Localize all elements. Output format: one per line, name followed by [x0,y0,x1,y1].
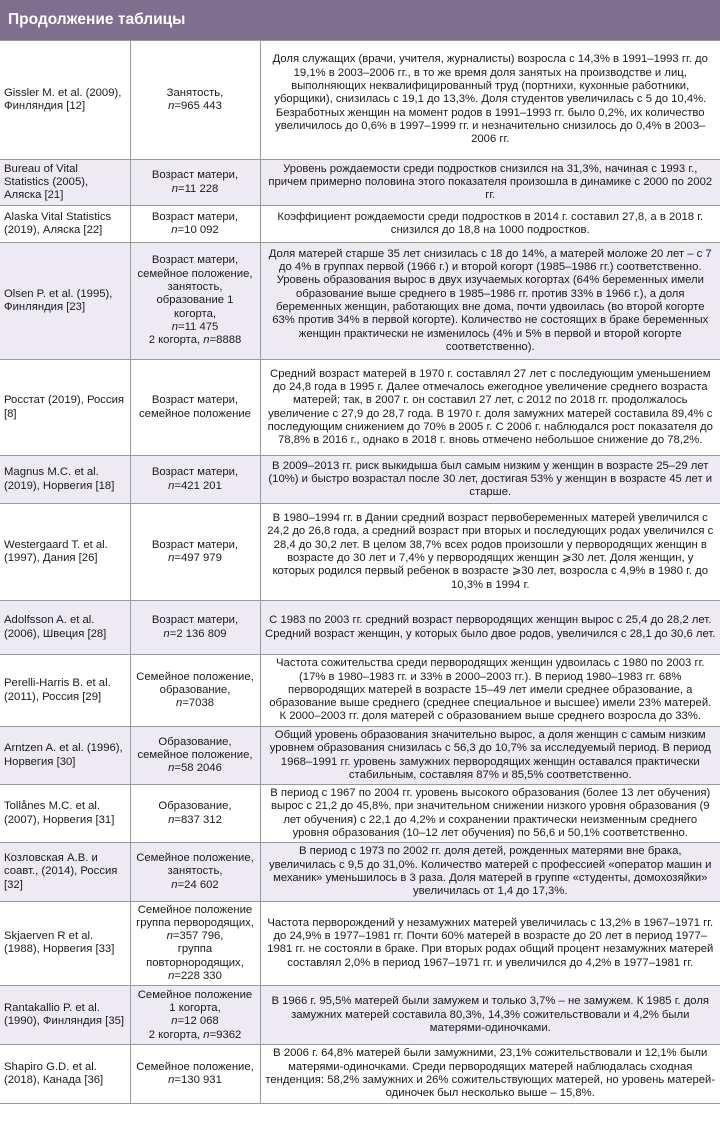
factor-cell [130,1045,260,1103]
factor-text: Возраст матери, [151,466,239,479]
result-cell: В период с 1973 по 2002 гг. доля детей, рожденных матерями вне брака, увеличилась с 9,5 до 31,0%. Количество матерей с профессией «оператор машин и механик» уменьшилось в 3 раза. Доля матерей в группе «студенты, домохозяйки» увеличилась от 1,4 до 17,3%. [260,843,720,901]
factor-text: Возраст матери, [151,210,239,223]
table-row [0,1045,720,1103]
result-cell: Уровень рождаемости среди подростков снизился на 31,3%, начиная с 1993 г., причем примерно половина этого показателя произошла в динамике с 2000 по 2002 гг. [260,160,720,206]
source-cell: Perelli-Harris B. et al. (2011), Россия [29] [0,655,130,727]
table-row [0,504,720,601]
table-row [0,727,720,785]
result-cell: В 2006 г. 64,8% матерей были замужними, 23,1% сожительствовали и 12,1% были матерями-одиночками. Среди первородящих матерей наблюдалась сходная тенденция: 58,2% замужних и 26% сожительствующих матерей, но уровень матерей-одиночек был несколько выше – 15,8%. [260,1045,720,1103]
sample-size: =130 931 [174,1073,222,1086]
result-cell: С 1983 по 2003 гг. средний возраст первородящих женщин вырос с 25,4 до 28,2 лет. Средний возраст женщин, у которых было двое родов, увеличился с 28,1 до 30,6 лет. [260,601,720,655]
result-cell: Общий уровень образования значительно вырос, а доля женщин с самым низким уровнем образования снизилась с 56,3 до 10,7% за исследуемый период. В период 1968–1991 гг. уровень замужних первородящих женщин оставался практически стабильным, составляя 87% и 85,5% соответственно. [260,727,720,785]
sample-n-label: n [163,627,170,640]
table-row [0,456,720,504]
sample-n-label: n [168,100,175,112]
sample-size-2: =9362 [209,1028,242,1041]
sample-n-label: n [203,334,210,347]
table-row [0,360,720,456]
sample-n-label: n [168,552,175,564]
source-cell: Rantakallio P. et al. (1990), Финляндия [35] [0,986,130,1045]
factor-cell [130,504,260,601]
table-row [0,986,720,1045]
sample-n-label: n [175,697,183,710]
table-row [0,843,720,901]
result-cell: В 1980–1994 гг. в Дании средний возраст первобеременных матерей увеличился с 24,2 до 26,8 года, а средний возраст при вторых и последующих родах увеличился с 28,4 до 30,2 лет. В целом 38,7% всех родов произошли у первородящих женщин в возрасте до 30 лет и 7,4% у первородящих женщин ⩾30 лет. Доля женщин, у которых родился первый ребенок в возрасте ⩾30 лет, возросла с 4,9% в 1980 г. до 10,3% в 1994 г. [260,504,720,601]
table-row [0,655,720,727]
sample-n-label: n [171,320,178,333]
factor-text: Возраст матери, [151,614,239,627]
sample-size: =12 068 [177,1015,219,1028]
factor-text: Возраст матери, [151,169,239,182]
sample-size: =2 136 809 [169,627,227,640]
sample-size: =7038 [182,697,215,710]
factor-cell [130,160,260,206]
table-row [0,601,720,655]
factor-text: Возраст матери, [151,538,239,551]
sample-n-label: n [168,1073,175,1086]
factor-text: Семейное положение, [136,1060,254,1073]
factor-text: Семейное положение группа первородящих, [136,903,254,929]
source-cell: Козловская А.В. и соавт., (2014), Россия [32] [0,843,130,901]
result-cell: Частота перворождений у незамужних матерей увеличилась с 13,2% в 1967–1971 гг. до 24,9% в 1977–1981 гг. Почти 60% матерей в возрасте до 20 лет в период 1977–1981 гг. не состояли в браке. При вторых родах общий процент незамужних матерей составлял 2,0% в период 1967–1971 гг. и увеличился до 4,2% в 1977–1981 гг. [260,901,720,986]
sample-n-label: n [168,813,175,826]
sample-size: =497 979 [174,552,222,564]
factor-cell [130,785,260,843]
factor-text: Занятость, [166,86,224,99]
factor-text-2: группа повторнородящих, [146,943,244,969]
sample-size: =58 2046 [174,762,222,775]
factor-text: Образование, семейное положение, [137,735,253,761]
source-cell: Росстат (2019), Россия [8] [0,360,130,456]
sample-n-label: n [168,970,175,983]
sample-n-label: n [203,1028,210,1041]
sample-size: =837 312 [174,813,222,826]
factor-text: Семейное положение 1 когорта, [137,988,253,1015]
factor-text-2: 2 когорта, [148,334,201,347]
sample-size: =10 092 [177,224,219,236]
sample-n-label: n [171,182,178,195]
sample-n-label: n [171,878,178,891]
sample-size: =24 602 [177,878,219,891]
source-cell: Adolfsson A. et al. (2006), Швеция [28] [0,601,130,655]
table-row [0,785,720,843]
factor-cell [130,843,260,901]
factor-text: Семейное положение, образование, [136,670,254,696]
sample-n-label: n [171,224,178,236]
sample-n-label: n [168,479,175,492]
factor-text: Возраст матери, семейное положение [139,394,251,420]
source-cell: Arntzen A. et al. (1996), Норвегия [30] [0,727,130,785]
factor-cell [130,456,260,504]
sample-size-2: =228 330 [174,970,222,983]
result-cell: В период с 1967 по 2004 гг. уровень высокого образования (более 13 лет обучения) вырос с 21,2 до 45,8%, при значительном снижении низкого уровня образования (9 лет обучения) с 22,1 до 4,2% и сохранении практически неизменным среднего уровня образования (10–12 лет обучения) по 56,6 и 50,1% соответственно. [260,785,720,843]
result-cell: В 2009–2013 гг. риск выкидыша был самым низким у женщин в возрасте 25–29 лет (10%) и быстро возрастал после 30 лет, достигая 53% у женщин в возрасте 45 лет и старше. [260,456,720,504]
source-cell: Gissler M. et al. (2009), Финляндия [12] [0,41,130,160]
result-cell: Коэффициент рождаемости среди подростков в 2014 г. составил 27,8, а в 2018 г. снизился до 18,8 на 1000 подростков. [260,206,720,243]
source-cell: Magnus M.C. et al. (2019), Норвегия [18] [0,456,130,504]
factor-text: Семейное положение, занятость, [136,852,254,878]
sample-size: =357 796, [172,930,224,943]
table-row [0,901,720,986]
source-cell: Olsen P. et al. (1995), Финляндия [23] [0,243,130,360]
sample-size: =11 228 [177,182,219,195]
sample-n-label: n [171,1015,178,1028]
factor-cell [130,601,260,655]
result-cell: В 1966 г. 95,5% матерей были замужем и только 3,7% – не замужем. К 1985 г. доля замужних матерей составила 80,3%, 14,3% сожительствовали и 4,2% были матерями-одиночками. [260,986,720,1045]
sample-n-label: n [166,930,173,943]
data-table [0,40,720,1104]
table-row [0,41,720,160]
result-cell: Средний возраст матерей в 1970 г. составлял 27 лет с последующим уменьшением до 24,8 года в 1995 г. Далее отмечалось ежегодное увеличение среднего возраста матерей; так, в 2007 г. он составил 27 лет, с 2012 по 2018 гг. продолжалось увеличение с 27,9 до 28,7 года. В 1970 г. доля замужних матерей составила 89,4% с последующим снижением до 70% в 2005 г. С 2006 г. наблюдался рост показателя до 78,8% в 2016 г., однако в 2018 г. вновь отмечено небольшое снижение до 78,2%. [260,360,720,456]
factor-cell [130,727,260,785]
table-row [0,243,720,360]
source-cell: Tollånes M.C. et al. (2007), Норвегия [31] [0,785,130,843]
source-cell: Skjaerven R et al. (1988), Норвегия [33] [0,901,130,986]
source-cell: Bureau of Vital Statistics (2005), Аляска [21] [0,160,130,206]
sample-size: =11 475 [177,320,219,333]
sample-n-label: n [168,762,175,775]
table-row [0,160,720,206]
factor-cell [130,986,260,1045]
factor-cell [130,901,260,986]
source-cell: Alaska Vital Statistics (2019), Аляска [22] [0,206,130,243]
header-title: Продолжение таблицы [8,11,186,28]
sample-size-2: =8888 [209,334,242,347]
source-cell: Shapiro G.D. et al. (2018), Канада [36] [0,1045,130,1103]
table-continuation-header [0,0,720,40]
result-cell: Частота сожительства среди первородящих женщин удвоилась с 1980 по 2003 гг. (17% в 1980–1983 гг. и 33% в 2000–2003 гг.). В период 1980–1983 гг. 68% первородящих матерей в возрасте 15–49 лет имели среднее образование, а образование выше среднего (среднее специальное и высшее) имели 23% матерей. К 2000–2003 гг. доля матерей с образованием выше среднего возросла до 33%. [260,655,720,727]
result-cell: Доля служащих (врачи, учителя, журналисты) возросла с 14,3% в 1991–1993 гг. до 19,1% в 2003–2006 гг., в то же время доля занятых на производстве и лиц, выполняющих неквалифицированный труд (портнихи, кухонные работники, уборщики), снизилась с 19,1 до 13,3%. Доля студентов увеличилась с 5 до 10,4%. Безработных женщин на момент родов в 1991–1993 гг. было 0,2%, их количество увеличилось до 0,6% в 1997–1999 гг. и незначительно снизилось до 0,4% в 2003–2006 гг. [260,41,720,160]
factor-text: Образование, [158,800,232,813]
factor-cell [130,206,260,243]
source-cell: Westergaard T. et al. (1997), Дания [26] [0,504,130,601]
factor-cell [130,360,260,456]
factor-cell [130,41,260,160]
factor-cell [130,243,260,360]
factor-cell [130,655,260,727]
sample-size: =421 201 [174,479,222,492]
factor-text: Возраст матери, семейное положение, занятость, образование 1 когорта, [137,254,253,320]
sample-size: =965 443 [174,100,222,112]
result-cell: Доля матерей старше 35 лет снизилась с 18 до 14%, а матерей моложе 20 лет – с 7 до 4% в группах первой (1966 г.) и второй когорт (1985–1986 гг.) соответственно. Уровень образования вырос в двух изучаемых когортах (64% беременных имели образование выше среднего в 1985–1986 гг. против 33% в 1966 г.), а доля беременных женщин, работающих вне дома, почти удвоилась (во второй когорте 63% против 34% в первой когорте). Количество не состоящих в браке беременных женщин практически не изменилось (4% и 5% в первой и второй когорте соответственно). [260,243,720,360]
factor-text-2: 2 когорта, [148,1028,201,1041]
table-row [0,206,720,243]
